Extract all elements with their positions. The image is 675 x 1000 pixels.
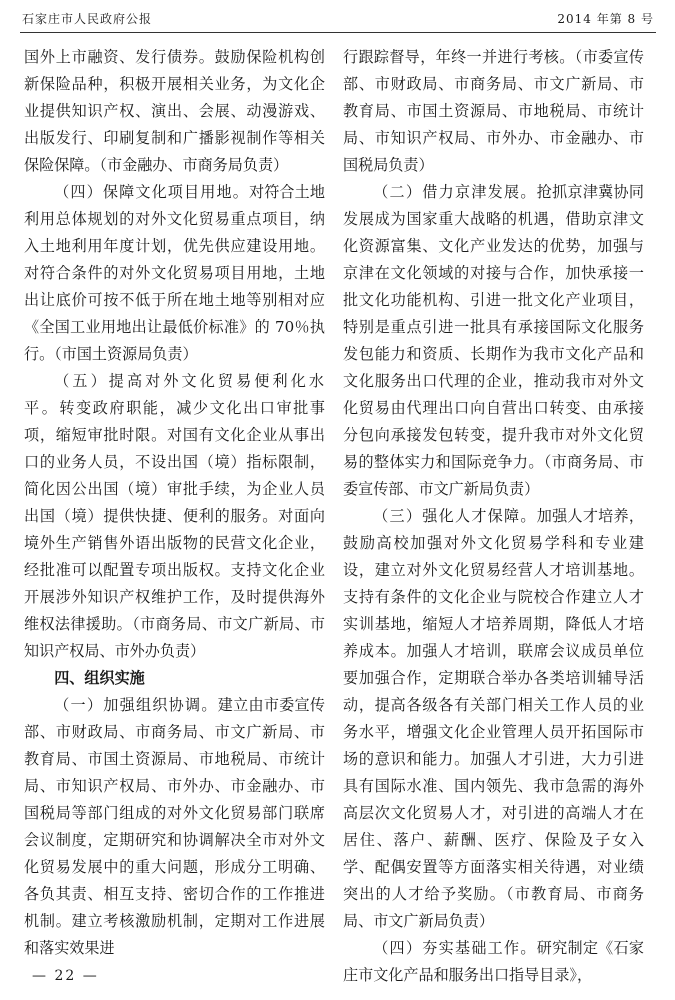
subsection-heading: （一）加强组织协调。: [54, 696, 218, 714]
paragraph-text: 对符合土地利用总体规划的对外文化贸易重点项目，纳入土地利用年度计划，优先供应建设用地。对符合条件的对外文化贸易项目用地，土地出让底价可按不低于所在地土地等别相对应《全国工业用地出让最低价标准》的 70％执行。（市国土资源局负责）: [24, 183, 325, 363]
issue-number: 2014 年第 8 号: [557, 12, 654, 26]
paragraph-land-use: [24, 179, 325, 368]
paragraph-beijing-tianjin: [343, 179, 644, 503]
subsection-heading: （五）提高对外文化贸易便利化水平。: [24, 372, 325, 417]
paragraph-trade-facilitation: [24, 368, 325, 665]
right-column: [343, 44, 644, 989]
subsection-heading: （四）保障文化项目用地。: [54, 183, 249, 201]
section-title: 四、组织实施: [54, 669, 145, 687]
paragraph-continued: 行跟踪督导，年终一并进行考核。（市委宣传部、市财政局、市商务局、市文广新局、市教育局、市国土资源局、市地税局、市统计局、市知识产权局、市外办、市金融办、市国税局负责）: [343, 48, 644, 174]
paragraph-foundation: [343, 935, 644, 989]
paragraph-text: 抢抓京津冀协同发展成为国家重大战略的机遇，借助京津文化资源富集、文化产业发达的优势，加强与京津在文化领域的对接与合作，加快承接一批文化功能机构、引进一批文化产业项目，特别是重点引进一批具有承接国际文化服务发包能力和资质、长期作为我市文化产品和文化服务出口代理的企业，推动我市对外文化贸易由代理出口向自营出口转变、由承接分包向承接发包转变，提升我市对外文化贸易的整体实力和国际竞争力。（市商务局、市委宣传部、市文广新局负责）: [343, 183, 644, 498]
subsection-heading: （四）夯实基础工作。: [373, 939, 537, 957]
header-divider: [20, 32, 656, 33]
paragraph-text: 加强人才培养，鼓励高校加强对外文化贸易学科和专业建设，建立对外文化贸易经营人才培训基地。支持有条件的文化企业与院校合作建立人才实训基地，缩短人才培养周期，降低人才培养成本。加强人才培训，联席会议成员单位要加强合作，定期联合举办各类培训辅导活动，提高各级各有关部门相关工作人员的业务水平，增强文化企业管理人员开拓国际市场的意识和能力。加强人才引进，大力引进具有国际水准、国内领先、我市急需的海外高层次文化贸易人才，对引进的高端人才在居住、落户、薪酬、医疗、保险及子女入学、配偶安置等方面落实相关待遇，对业绩突出的人才给予奖励。（市教育局、市商务局、市文广新局负责）: [343, 507, 644, 930]
paragraph-text: 转变政府职能，减少文化出口审批事项，缩短审批时限。对国有文化企业从事出口的业务人员，不设出国（境）指标限制，简化因公出国（境）审批手续，为企业人员出国（境）提供快捷、便利的服务。对面向境外生产销售外语出版物的民营文化企业，经批准可以配置专项出版权。支持文化企业开展涉外知识产权维护工作，及时提供海外维权法律援助。（市商务局、市文广新局、市知识产权局、市外办负责）: [24, 399, 325, 660]
paragraph-continued: 国外上市融资、发行债券。鼓励保险机构创新保险品种，积极开展相关业务，为文化企业提供知识产权、演出、会展、动漫游戏、出版发行、印刷复制和广播影视制作等相关保险保障。（市金融办、市商务局负责）: [24, 48, 325, 174]
paragraph-talent: [343, 503, 644, 935]
subsection-heading: （二）借力京津发展。: [373, 183, 537, 201]
subsection-heading: （三）强化人才保障。: [373, 507, 537, 525]
left-column: [24, 44, 325, 962]
publication-title: 石家庄市人民政府公报: [22, 12, 153, 26]
paragraph-text: 建立由市委宣传部、市财政局、市商务局、市文广新局、市教育局、市国土资源局、市地税局、市统计局、市知识产权局、市外办、市金融办、市国税局等部门组成的对外文化贸易部门联席会议制度，定期研究和协调解决全市对外文化贸易发展中的重大问题，形成分工明确、各负其责、相互支持、密切合作的工作推进机制。建立考核激励机制，定期对工作进展和落实效果进: [24, 696, 325, 957]
page-number: — 22 —: [32, 968, 99, 984]
page-header: [20, 6, 656, 32]
paragraph-coordination: [24, 692, 325, 962]
paragraph-text: 研究制定《石家庄市文化产品和服务出口指导目录》，: [343, 939, 644, 984]
